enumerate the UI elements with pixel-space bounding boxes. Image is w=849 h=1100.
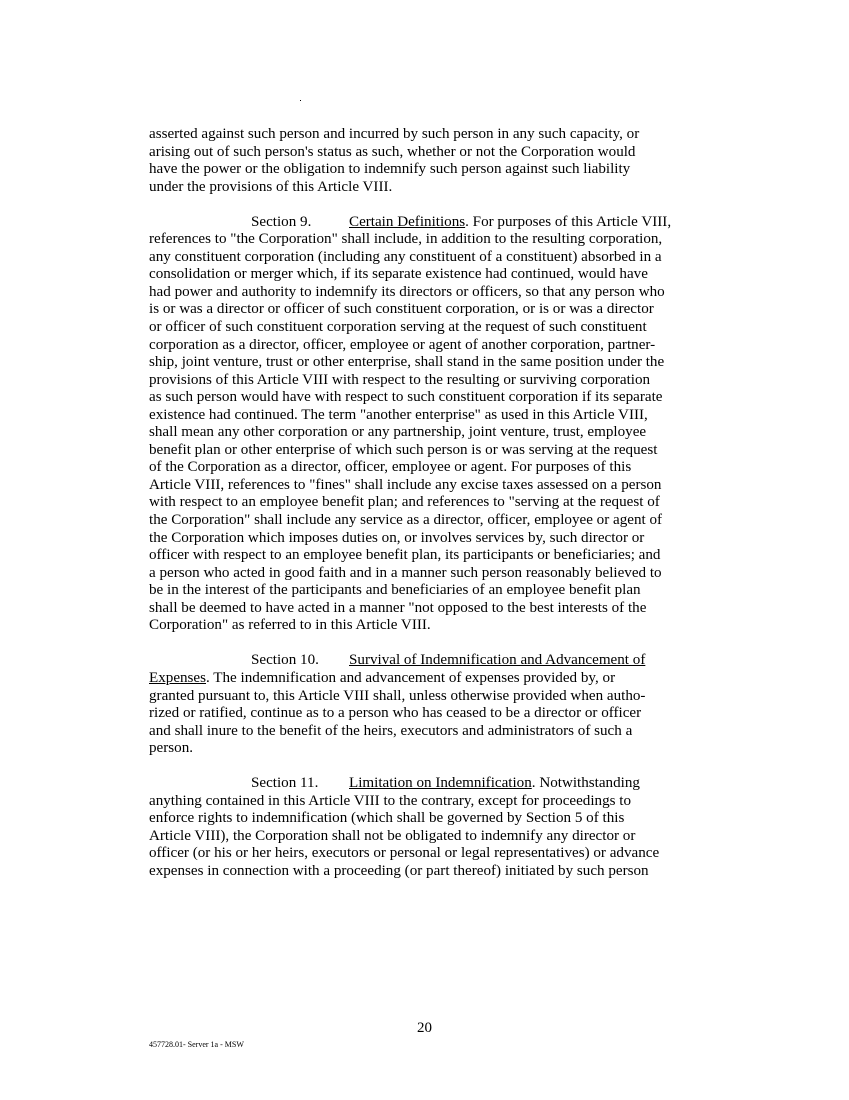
text-line: a person who acted in good faith and in a manner such person reasonably believed to [149, 564, 662, 581]
section-11-paragraph [149, 775, 723, 880]
section-9-number: Section 9. [251, 213, 312, 230]
section-10-heading-rest: . The indemnification and advancement of expenses provided by, or [206, 669, 616, 686]
text-line: and shall inure to the benefit of the heirs, executors and administrators of such a [149, 722, 633, 739]
section-9-paragraph [149, 214, 723, 635]
text-line: asserted against such person and incurred by such person in any such capacity, or [149, 126, 640, 142]
footer-document-id: 457728.01- Server 1a - MSW [149, 1040, 244, 1049]
page-number: 20 [417, 1020, 432, 1036]
text-line: granted pursuant to, this Article VIII shall, unless otherwise provided when autho- [149, 687, 646, 704]
section-11-heading-line [149, 775, 723, 793]
text-line: corporation as a director, officer, employee or agent of another corporation, partner- [149, 336, 656, 353]
text-line: references to "the Corporation" shall include, in addition to the resulting corporation, [149, 231, 663, 248]
text-line: of the Corporation as a director, officer, employee or agent. For purposes of this [149, 459, 632, 476]
text-line: existence had continued. The term "another enterprise" as used in this Article VIII, [149, 406, 648, 423]
text-line: person. [149, 740, 194, 757]
text-line: Article VIII, references to "fines" shall include any excise taxes assessed on a person [149, 476, 662, 493]
text-line: provisions of this Article VIII with respect to the resulting or surviving corporation [149, 371, 651, 388]
text-line: officer (or his or her heirs, executors or personal or legal representatives) or advance [149, 845, 660, 862]
text-line: Article VIII), the Corporation shall not be obligated to indemnify any director or [149, 827, 636, 844]
section-9-title: Certain Definitions [349, 213, 466, 230]
text-line: any constituent corporation (including any constituent of a constituent) absorbed in a [149, 248, 662, 265]
text-line: the Corporation which imposes duties on, or involves services by, such director or [149, 529, 645, 546]
section-10-heading-line [149, 652, 723, 670]
text-line: under the provisions of this Article VIII. [149, 178, 393, 195]
text-line: expenses in connection with a proceeding (or part thereof) initiated by such person [149, 862, 649, 879]
section-10-paragraph [149, 652, 723, 757]
text-line: is or was a director or officer of such constituent corporation, or is or was a director [149, 301, 654, 318]
text-line: anything contained in this Article VIII to the contrary, except for proceedings to [149, 792, 632, 809]
section-10-number: Section 10. [251, 652, 319, 669]
text-line: shall be deemed to have acted in a manner "not opposed to the best interests of the [149, 599, 647, 616]
text-line: arising out of such person's status as such, whether or not the Corporation would [149, 143, 636, 160]
text-line: rized or ratified, continue as to a person who has ceased to be a director or officer [149, 705, 642, 722]
text-line: with respect to an employee benefit plan; and references to "serving at the request of [149, 494, 660, 511]
document-body [149, 126, 723, 898]
text-line: shall mean any other corporation or any partnership, joint venture, trust, employee [149, 424, 647, 441]
text-line: had power and authority to indemnify its directors or officers, so that any person who [149, 283, 665, 300]
section-11-title: Limitation on Indemnification [349, 775, 532, 792]
section-10-title-part2: Expenses [149, 669, 207, 686]
text-line: officer with respect to an employee benefit plan, its participants or beneficiaries; and [149, 547, 661, 564]
text-line: ship, joint venture, trust or other enterprise, shall stand in the same position under the [149, 354, 665, 371]
section-11-heading-rest: . Notwithstanding [531, 775, 640, 792]
section-11-number: Section 11. [251, 775, 319, 792]
text-line: benefit plan or other enterprise of which such person is or was serving at the request [149, 441, 658, 458]
text-line: enforce rights to indemnification (which shall be governed by Section 5 of this [149, 810, 625, 827]
section-10-title-part1: Survival of Indemnification and Advancement of [349, 652, 646, 669]
text-line: as such person would have with respect to such constituent corporation if its separate [149, 389, 663, 406]
section-10-heading-continuation [149, 670, 723, 688]
text-line: have the power or the obligation to indemnify such person against such liability [149, 161, 631, 178]
stray-mark [300, 100, 301, 101]
text-line: consolidation or merger which, if its separate existence had continued, would have [149, 266, 648, 283]
intro-paragraph [149, 126, 723, 196]
text-line: or officer of such constituent corporation serving at the request of such constituent [149, 319, 647, 336]
section-9-heading-line [149, 214, 723, 232]
section-9-heading-rest: . For purposes of this Article VIII, [465, 213, 672, 230]
text-line: the Corporation" shall include any service as a director, officer, employee or agent of [149, 512, 663, 529]
text-line: be in the interest of the participants and beneficiaries of an employee benefit plan [149, 582, 641, 599]
text-line: Corporation" as referred to in this Article VIII. [149, 617, 431, 634]
